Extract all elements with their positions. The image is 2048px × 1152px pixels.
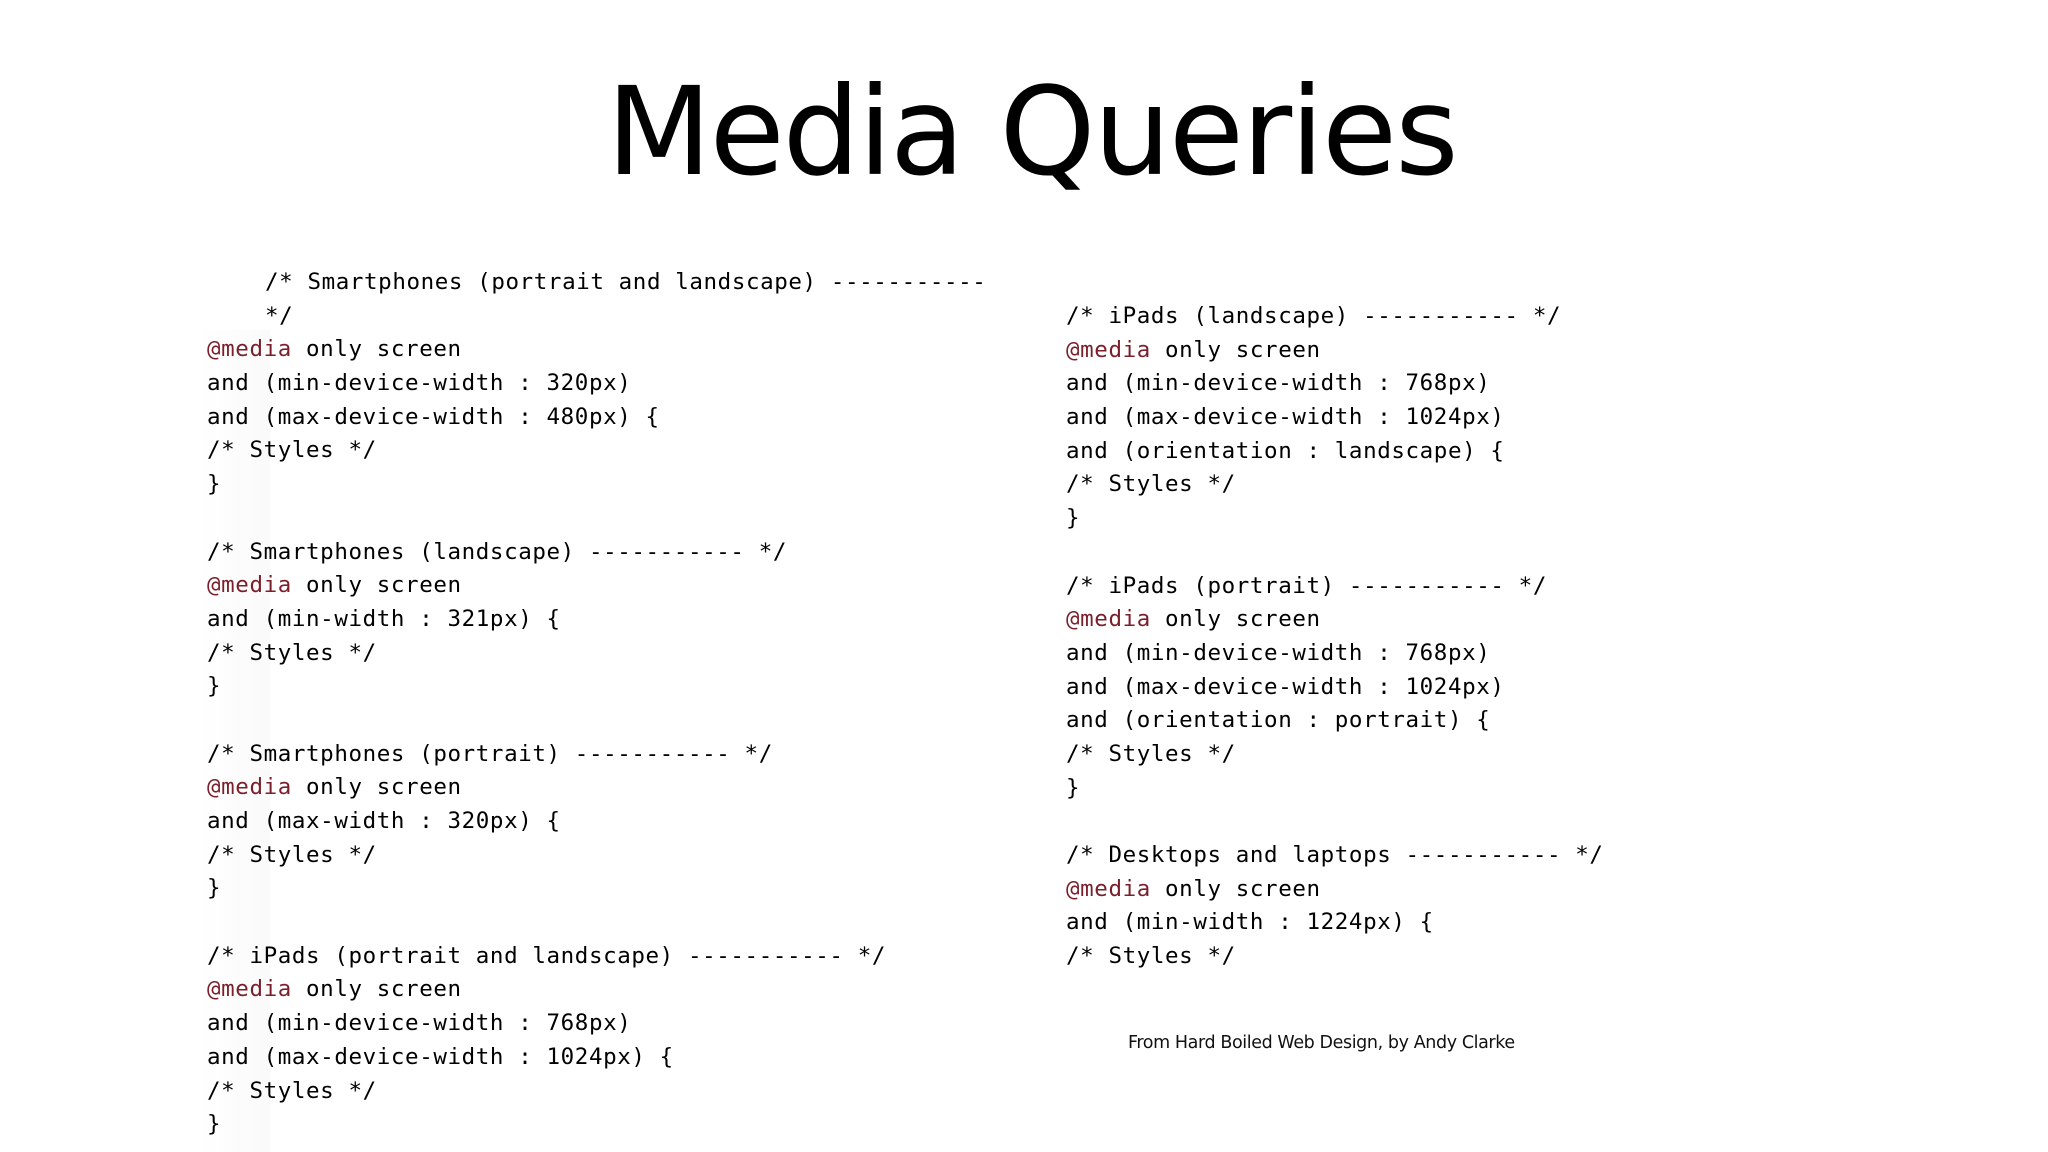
code-line: /* iPads (landscape) ----------- */ xyxy=(1066,303,1562,329)
code-line xyxy=(207,502,986,536)
code-line: } xyxy=(1066,774,1081,801)
code-line: /* Desktops and laptops ----------- */ xyxy=(1066,842,1604,868)
code-text: only screen xyxy=(1150,336,1321,363)
code-line: and (max-device-width : 1024px) xyxy=(1066,404,1505,431)
code-line: /* Styles */ xyxy=(207,841,377,868)
left-code-block xyxy=(207,266,986,1142)
code-line: */ xyxy=(265,302,294,329)
code-line xyxy=(1066,873,1604,907)
at-rule-keyword: @ xyxy=(207,774,222,801)
code-line: /* Smartphones (landscape) ----------- */ xyxy=(207,538,787,565)
code-line: } xyxy=(207,673,222,700)
media-keyword: media xyxy=(1080,606,1151,633)
at-rule-keyword: @ xyxy=(207,572,222,599)
code-text: only screen xyxy=(291,572,462,599)
code-line xyxy=(207,973,986,1007)
at-rule-keyword: @ xyxy=(207,976,222,1003)
code-line: and (min-device-width : 768px) xyxy=(1066,639,1491,666)
code-line: /* iPads (portrait and landscape) ----------- */ xyxy=(207,942,887,969)
code-text: only screen xyxy=(1150,875,1321,902)
code-text: only screen xyxy=(291,774,462,801)
code-line: and (min-device-width : 320px) xyxy=(207,370,632,397)
code-line xyxy=(207,569,986,603)
code-line xyxy=(207,704,986,738)
code-line: /* Styles */ xyxy=(207,1077,377,1104)
code-line: and (max-device-width : 1024px) { xyxy=(207,1043,674,1070)
code-line xyxy=(207,906,986,940)
code-line: /* Styles */ xyxy=(1066,740,1236,767)
code-line: /* Smartphones (portrait) ----------- */ xyxy=(207,740,773,767)
code-line: /* Styles */ xyxy=(1066,943,1236,970)
code-line xyxy=(207,333,986,367)
code-line: and (max-device-width : 1024px) xyxy=(1066,673,1505,700)
code-line: /* Styles */ xyxy=(207,639,377,666)
code-line xyxy=(1066,805,1604,839)
media-keyword: media xyxy=(1080,875,1151,902)
code-line: } xyxy=(207,875,222,902)
at-rule-keyword: @ xyxy=(207,336,222,363)
code-line: and (max-width : 320px) { xyxy=(207,808,561,834)
media-keyword: media xyxy=(221,774,292,801)
code-line xyxy=(207,771,986,805)
at-rule-keyword: @ xyxy=(1066,336,1081,363)
code-line: and (min-device-width : 768px) xyxy=(207,1010,632,1037)
media-keyword: media xyxy=(221,976,292,1003)
at-rule-keyword: @ xyxy=(1066,875,1081,902)
code-line: and (orientation : landscape) { xyxy=(1066,437,1505,464)
code-line: and (orientation : portrait) { xyxy=(1066,707,1491,734)
code-line: /* Styles */ xyxy=(1066,471,1236,498)
media-keyword: media xyxy=(1080,336,1151,363)
code-line: and (min-width : 1224px) { xyxy=(1066,909,1434,936)
code-line: /* Styles */ xyxy=(207,437,377,464)
code-text: only screen xyxy=(1150,606,1321,633)
right-code-block xyxy=(1066,300,1604,974)
code-line: } xyxy=(1066,505,1081,532)
code-text: only screen xyxy=(291,336,462,363)
code-line: and (max-device-width : 480px) { xyxy=(207,403,660,430)
code-line: /* iPads (portrait) ----------- */ xyxy=(1066,572,1547,599)
code-text: only screen xyxy=(291,976,462,1003)
code-line: and (min-device-width : 768px) xyxy=(1066,370,1491,397)
attribution-text: From Hard Boiled Web Design, by Andy Clarke xyxy=(1128,1033,1515,1053)
code-line xyxy=(1066,334,1604,368)
code-line: } xyxy=(207,1111,222,1138)
at-rule-keyword: @ xyxy=(1066,606,1081,633)
code-line: and (min-width : 321px) { xyxy=(207,605,561,632)
media-keyword: media xyxy=(221,336,292,363)
code-line xyxy=(1066,603,1604,637)
code-line xyxy=(1066,536,1604,570)
slide-title: Media Queries xyxy=(606,61,1457,203)
code-line: /* Smartphones (portrait and landscape) ----------- xyxy=(265,269,987,295)
code-line: } xyxy=(207,471,222,498)
media-keyword: media xyxy=(221,572,292,599)
